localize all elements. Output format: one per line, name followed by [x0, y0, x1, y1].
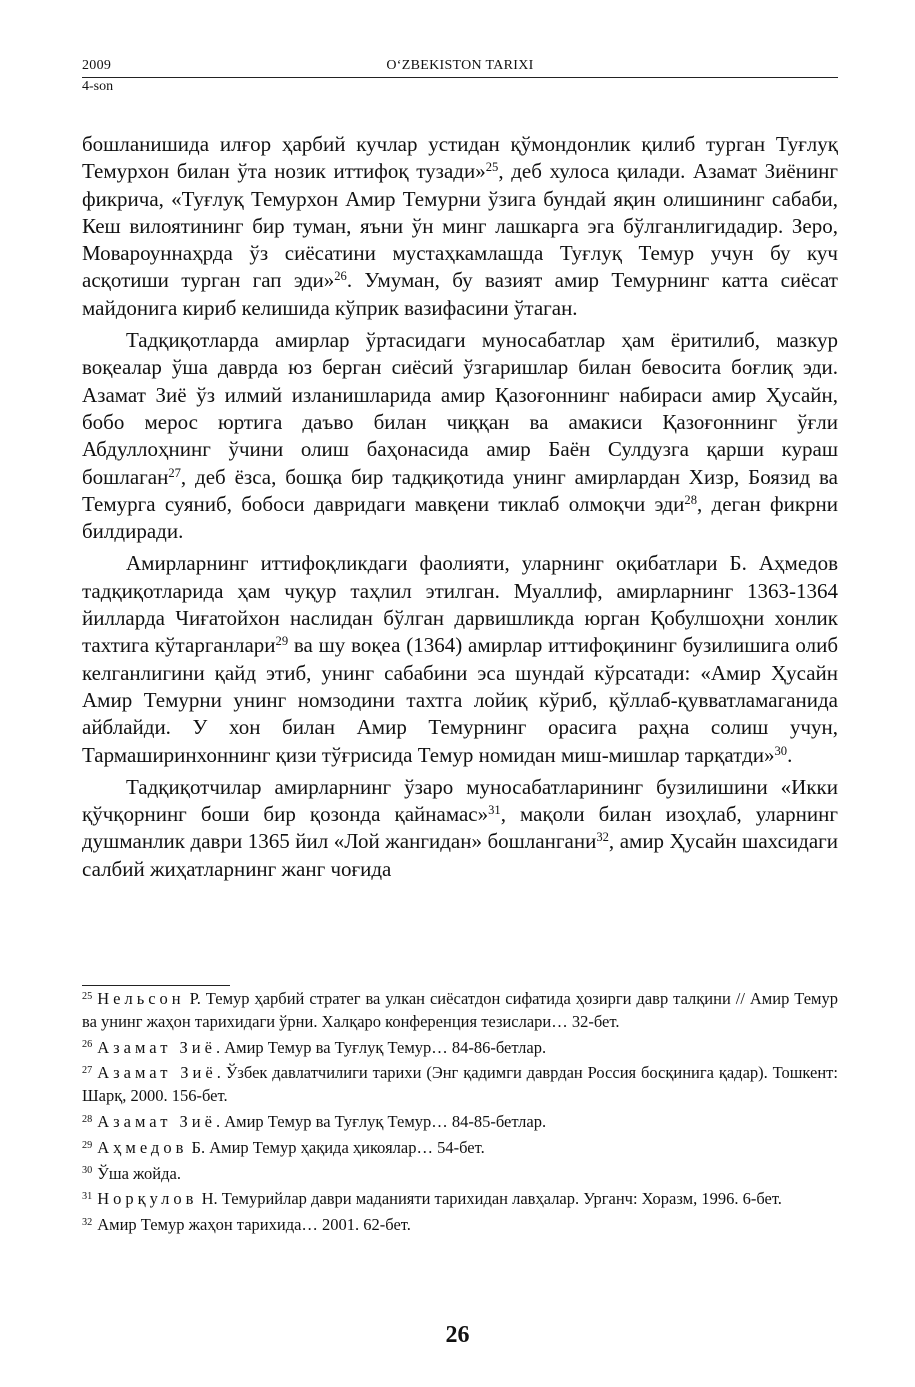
- header-journal-title: O‘ZBEKISTON TARIXI: [386, 58, 534, 73]
- paragraph: Тадқиқотларда амирлар ўртасидаги муносабатлар ҳам ёритилиб, мазкур воқеалар ўша даврда юз берган сиёсий ўзгаришлар билан бевосита боғлиқ эди. Азамат Зиё ўз илмий изланишларида амир Қазоғоннинг набираси амир Ҳусайн, бобо мерос юртига даъво билан чиққан ва амакиси Қазоғоннинг ўғли Абдуллоҳнинг ўчини олиш баҳонасида амир Баён Сулдузга қарши кураш бошлаган$^{27}$, деб ёзса, бошқа бир тадқиқотида унинг амирлардан Хизр, Боязид ва Темурга суяниб, бобоси давридаги мавқени тиклаб олмоқчи эди$^{28}$, деган фикрни билдиради.: [82, 328, 839, 544]
- footnote: $^{26}$ Азамат Зиё. Амир Темур ва Туғлуқ Темур… 84-86-бетлар.: [82, 1037, 547, 1057]
- body-text: [82, 131, 838, 883]
- footnote-author: Азамат Зиё: [97, 1037, 216, 1057]
- footnote-ref: 31: [488, 803, 501, 818]
- page-number: 26: [445, 1322, 470, 1348]
- footnote-author: Норқулов: [97, 1189, 198, 1209]
- footnote-separator: [82, 985, 230, 986]
- paragraph: бошланишида илғор ҳарбий кучлар устидан қўмондонлик қилиб турган Туғлуқ Темурхон билан ўта нозик иттифоқ тузади»$^{25}$, деб хулоса қилади. Азамат Зиёнинг фикрича, «Туғлуқ Темурхон Амир Темурни ўзига бундай яқин олишининг сабаби, Кеш вилоятининг бир туман, яъни ўн минг лашкарга эга бўлганлигидадир. Зеро, Мовароуннаҳрда ўз сиёсатини мустаҳкамлашда Туғлуқ Темур учун бу куч асқотиши турган гап эди»$^{26}$. Умуман, бу вазият амир Темурнинг катта сиёсат майдонига кириб келишида кўприк вазифасини ўтаган.: [82, 132, 838, 320]
- paragraph: Амирларнинг иттифоқликдаги фаолияти, уларнинг оқибатлари Б. Аҳмедов тадқиқотларида ҳам чуқур таҳлил этилган. Муаллиф, амирларнинг 1363-1364 йилларда Чиғатойхон наслидан бўлган дарвишликда юрган Қобулшоҳни хонлик тахтига кўтарганлари$^{29}$ ва шу воқеа (1364) амирлар иттифоқининг бузилишига олиб келганлигини қайд этиб, унинг сабабини эса шундай кўрсатади: «Амир Ҳусайн Амир Темурни унинг номзодини тахтга лойиқ кўриб, қўллаб-қувватламаганида айблайди. У хон билан Амир Темурнинг орасига раҳна солиш учун, Тармаширинхоннинг қизи тўғрисида Темур номидан миш-мишлар тарқатди»$^{30}$.: [82, 551, 839, 767]
- running-header: [82, 58, 838, 78]
- footnote-author: Аҳмедов: [97, 1137, 188, 1157]
- footnote-ref: 27: [168, 465, 181, 480]
- footnote-author: Азамат Зиё: [97, 1063, 217, 1083]
- footnote: $^{30}$ Ўша жойда.: [82, 1163, 181, 1183]
- footnotes: [82, 988, 838, 1240]
- footnote: $^{32}$ Амир Темур жаҳон тарихида… 2001. 62-бет.: [82, 1215, 411, 1235]
- header-issue: 4-son: [82, 79, 114, 94]
- footnote-ref: 28: [684, 492, 697, 507]
- footnote: $^{31}$ Норқулов Н. Темурийлар даври маданияти тарихидан лавҳалар. Урганч: Хоразм, 1996. 6-бет.: [82, 1189, 782, 1209]
- footnote-ref: 32: [596, 830, 609, 845]
- footnote-author: Нельсон: [97, 989, 185, 1008]
- footnote-ref: 29: [275, 634, 289, 649]
- footnote: $^{27}$ Азамат Зиё. Ўзбек давлатчилиги тарихи (Энг қадимги даврдан Россия босқинига қадар). Тошкент: Шарқ, 2000. 156-бет.: [82, 1063, 838, 1106]
- footnote-author: Азамат Зиё: [97, 1111, 216, 1131]
- header-year: 2009: [82, 58, 112, 73]
- paragraph: Тадқиқотчилар амирларнинг ўзаро муносабатларининг бузилишини «Икки қўчқорнинг боши бир қозонда қайнамас»$^{31}$, мақоли билан изоҳлаб, уларнинг душманлик даври 1365 йил «Лой жангидан» бошлангани$^{32}$, амир Ҳусайн шахсидаги салбий жиҳатларнинг жанг чоғида: [82, 774, 838, 881]
- header-rule: [82, 77, 838, 78]
- footnote-ref: 26: [334, 269, 347, 284]
- footnote: $^{25}$ Нельсон Р. Темур ҳарбий стратег ва улкан сиёсатдон сифатида ҳозирги давр талқини // Амир Темур ва унинг жаҳон тарихидаги ўрни. Халқаро конференция тезислари… 32-бет.: [82, 989, 838, 1031]
- footnote: $^{28}$ Азамат Зиё. Амир Темур ва Туғлуқ Темур… 84-85-бетлар.: [82, 1111, 547, 1131]
- footnote: $^{29}$ Аҳмедов Б. Амир Темур ҳақида ҳикоялар… 54-бет.: [82, 1137, 485, 1157]
- footnote-ref: 25: [485, 160, 499, 175]
- footnote-ref: 30: [774, 743, 788, 758]
